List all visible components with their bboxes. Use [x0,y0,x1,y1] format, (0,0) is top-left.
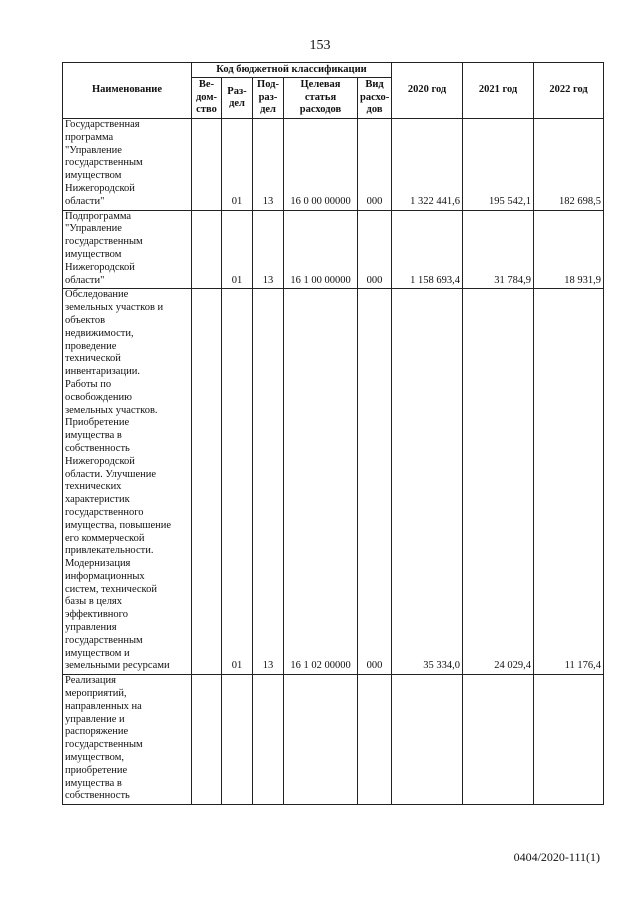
row-name-line: управления [65,622,117,634]
row-name-line: его коммерческой [65,532,145,544]
row-name-line: эффективного [65,609,128,621]
cell-razdel: 01 [222,289,253,675]
row-name [63,119,192,211]
header-line: статья [304,91,337,103]
header-year-2020: 2020 год [392,63,463,119]
row-name-line: имуществом [65,170,122,182]
cell-vedomstvo [192,289,222,675]
row-name-line: Нижегородской [65,455,135,467]
row-name-line: информационных [65,570,145,582]
row-name-line: Обследование [65,289,129,301]
header-year-2022: 2022 год [534,63,604,119]
row-name-line: Государственная [65,119,140,130]
row-name-line: управление и [65,713,125,725]
header-year-2021: 2021 год [463,63,534,119]
row-name-line: земельными ресурсами [65,660,170,672]
row-name-line: Нижегородской [65,261,135,273]
cell-podrazdel: 13 [253,119,284,211]
header-line: дов [366,104,383,116]
header-razdel [222,78,253,119]
row-name [63,675,192,805]
row-name-line: имущества в [65,430,122,442]
row-name-line: имущества в [65,777,122,789]
header-line: дел [229,98,245,109]
header-line: Ве- [198,79,215,91]
row-name-line: земельных участков и [65,302,164,314]
row-name-line: государственным [65,739,143,751]
row-name-line: программа [65,131,114,143]
cell-amount-2022: 18 931,9 [534,210,604,289]
header-target-article [284,78,358,119]
cell-amount-2021 [463,675,534,805]
cell-razdel [222,675,253,805]
cell-amount-2021: 195 542,1 [463,119,534,211]
row-name-line: Приобретение [65,417,130,429]
row-name-line: государственного [65,506,144,518]
header-line: Вид [365,79,384,91]
header-line: ство [196,104,217,116]
cell-expense-type: 000 [358,210,392,289]
row-name-line: имуществом, [65,752,124,764]
row-name-line: инвентаризации. [65,366,140,378]
row-name-line: направленных на [65,700,142,712]
cell-razdel: 01 [222,210,253,289]
cell-vedomstvo [192,675,222,805]
document-code: 0404/2020-111(1) [513,850,600,864]
cell-expense-type: 000 [358,119,392,211]
cell-target-article: 16 1 02 00000 [284,289,358,675]
budget-table [62,62,604,805]
cell-amount-2021: 31 784,9 [463,210,534,289]
row-name-line: Работы по [65,378,112,390]
table-row [63,289,604,675]
header-line: раз- [258,91,278,103]
header-line: расхо- [360,91,390,103]
cell-expense-type [358,675,392,805]
row-name-line: собственность [65,442,130,454]
row-name-line: области. Улучшение [65,468,157,480]
row-name-line: Реализация [65,675,116,687]
header-code-group: Код бюджетной классификации [192,63,392,78]
row-name-line: имуществом [65,248,122,260]
row-name-line: приобретение [65,764,128,776]
row-name-line: базы в целях [65,596,123,608]
table-body [63,119,604,805]
cell-podrazdel: 13 [253,289,284,675]
row-name-line: распоряжение [65,726,129,738]
cell-amount-2021: 24 029,4 [463,289,534,675]
row-name-line: освобождению [65,391,132,403]
header-line: Под- [257,79,279,91]
header-line: расходов [299,104,342,116]
cell-podrazdel [253,675,284,805]
cell-target-article [284,675,358,805]
header-line: Раз- [227,85,247,97]
row-name-line: области" [65,274,105,286]
header-line: дом- [195,91,217,103]
row-name-line: проведение [65,340,117,352]
cell-vedomstvo [192,119,222,211]
row-name-line: объектов [65,314,106,326]
cell-amount-2020: 35 334,0 [392,289,463,675]
row-name-line: области" [65,195,105,207]
row-name-line: технической [65,353,121,365]
row-name-line: имуществом и [65,647,130,659]
row-name-line: "Управление [65,223,122,235]
cell-target-article: 16 1 00 00000 [284,210,358,289]
table-row [63,675,604,805]
row-name-line: систем, технической [65,583,157,595]
row-name-line: технических [65,481,122,493]
row-name [63,210,192,289]
header-line: Целевая [300,79,341,91]
header-line: дел [260,104,276,116]
row-name [63,289,192,675]
cell-amount-2020: 1 322 441,6 [392,119,463,211]
header-podrazdel [253,78,284,119]
header-name: Наименование [63,63,192,119]
cell-amount-2020: 1 158 693,4 [392,210,463,289]
cell-amount-2022: 182 698,5 [534,119,604,211]
cell-amount-2022 [534,675,604,805]
table-row [63,210,604,289]
row-name-line: привлекательности. [65,545,154,557]
row-name-line: имущества, повышение [65,519,172,531]
cell-vedomstvo [192,210,222,289]
cell-expense-type: 000 [358,289,392,675]
row-name-line: характеристик [65,494,130,506]
cell-podrazdel: 13 [253,210,284,289]
cell-amount-2020 [392,675,463,805]
row-name-line: "Управление [65,144,122,156]
row-name-line: мероприятий, [65,688,127,700]
cell-razdel: 01 [222,119,253,211]
row-name-line: государственным [65,157,143,169]
table-row [63,119,604,211]
header-vedomstvo [192,78,222,119]
row-name-line: государственным [65,634,143,646]
row-name-line: Нижегородской [65,182,135,194]
cell-target-article: 16 0 00 00000 [284,119,358,211]
row-name-line: Модернизация [65,558,131,570]
row-name-line: собственность [65,790,130,802]
cell-amount-2022: 11 176,4 [534,289,604,675]
row-name-line: Подпрограмма [65,210,132,222]
row-name-line: государственным [65,236,143,248]
row-name-line: земельных участков. [65,404,158,416]
row-name-line: недвижимости, [65,327,134,339]
page-number: 153 [309,38,331,53]
header-expense-type [358,78,392,119]
